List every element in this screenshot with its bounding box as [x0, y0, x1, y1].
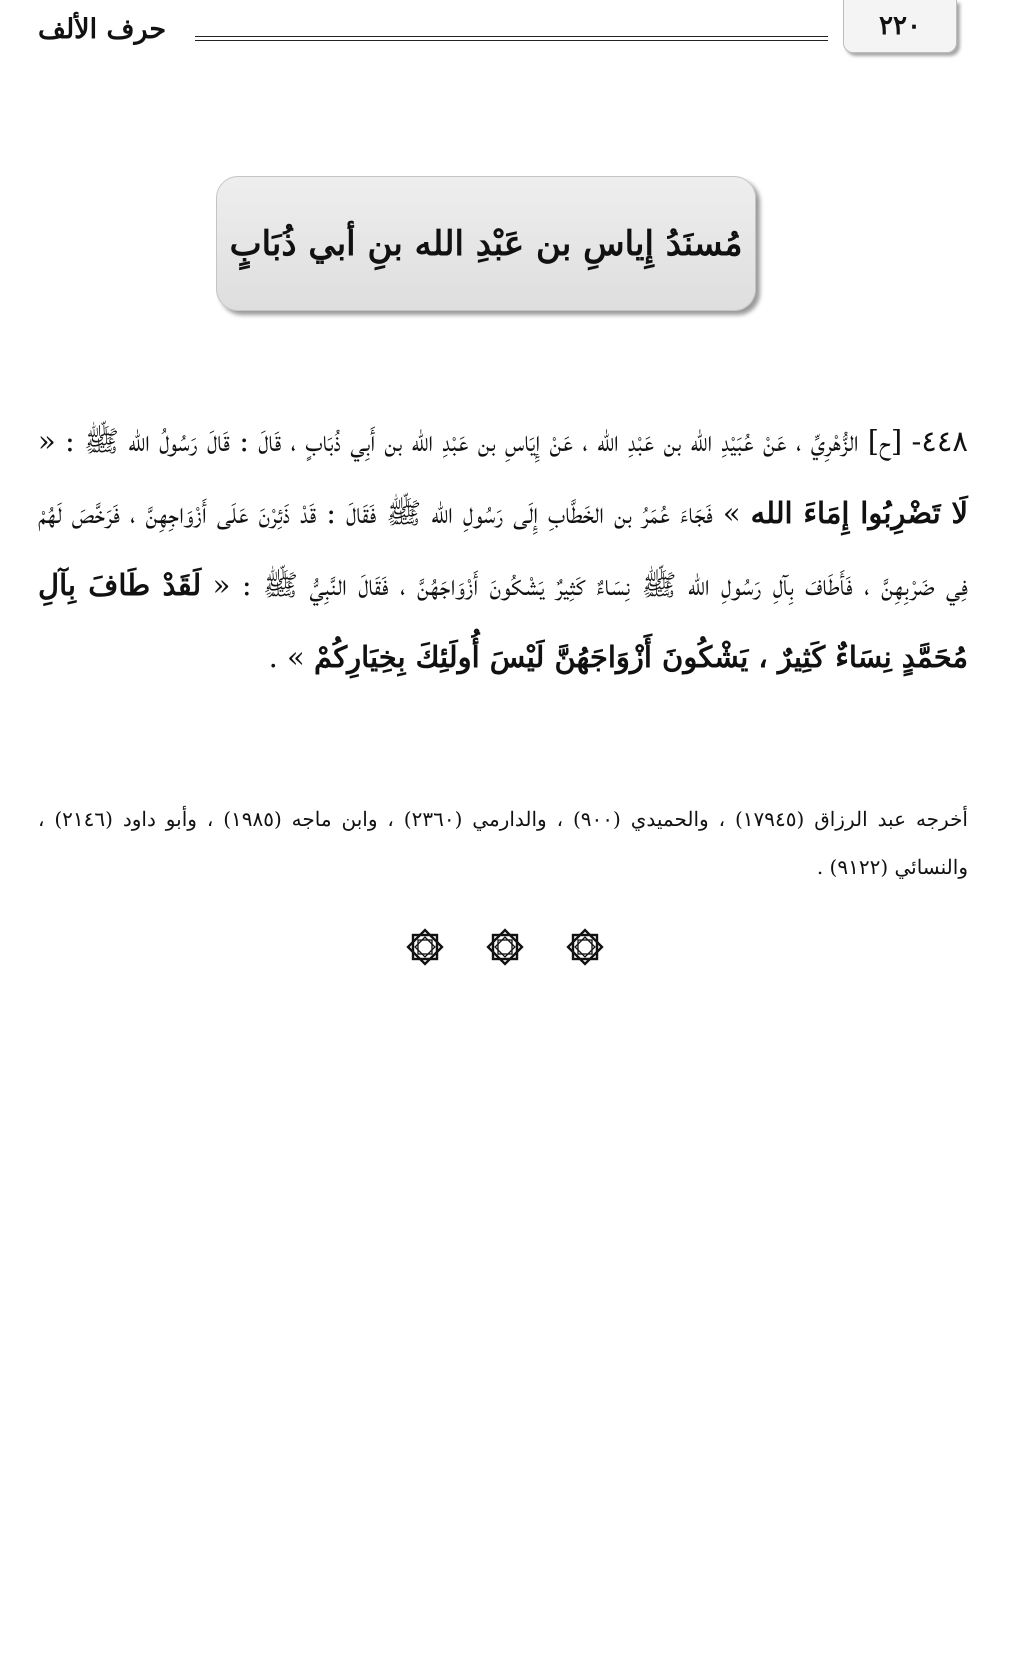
chapter-title: حرف الألف	[38, 14, 167, 45]
section-title-box	[216, 176, 756, 311]
header-rule	[195, 36, 828, 41]
hadith-part-3: » .	[268, 640, 315, 674]
section-ornaments	[0, 926, 1010, 974]
hadith-text	[38, 405, 968, 693]
hadith-quote-1: لَا تَضْرِبُوا إِمَاءَ الله	[750, 496, 969, 530]
section-title: مُسنَدُ إِياسِ بن عَبْدِ الله بنِ أبي ذُبَابٍ	[229, 223, 743, 264]
hadith-quote-2: لَقَدْ طَافَ بِآلِ مُحَمَّدٍ نِسَاءٌ كَثِيرٌ ، يَشْكُونَ أَزْوَاجَهُنَّ لَيْسَ أُولَئِكَ بِخِيَارِكُمْ	[38, 568, 968, 674]
hadith-part-1: ٤٤٨- [ح] الزُّهْرِيِّ ، عَنْ عُبَيْدِ الله بن عَبْدِ الله ، عَنْ إِيَاسِ بن عَبْدِ الله بن أَبِي ذُبَابٍ ، قَالَ : قَالَ رَسُولُ الله ﷺ : «	[38, 424, 968, 458]
eight-point-star-icon	[404, 926, 446, 968]
eight-point-star-icon	[564, 926, 606, 968]
page-number: ٢٢٠	[843, 0, 957, 53]
footnote-takhrij: أخرجه عبد الرزاق (١٧٩٤٥) ، والحميدي (٩٠٠) ، والدارمي (٢٣٦٠) ، وابن ماجه (١٩٨٥) ، وأبو داود (٢١٤٦) ، والنسائي (٩١٢٢) .	[38, 807, 968, 879]
hadith-part-2: » فَجَاءَ عُمَرُ بن الخَطَّابِ إِلَى رَسُولِ الله ﷺ فَقَالَ : قَدْ ذَئِرْنَ عَلَى أَزْوَاجِهِنَّ ، فَرَخَّصَ لَهُمْ فِي ضَرْبِهِنَّ ، فَأَطَافَ بِآلِ رَسُولِ الله ﷺ نِسَاءٌ كَثِيرٌ يَشْكُونَ أَزْوَاجَهُنَّ ، فَقَالَ النَّبِيُّ ﷺ : «	[38, 496, 968, 602]
eight-point-star-icon	[484, 926, 526, 968]
page-header	[0, 0, 1010, 70]
